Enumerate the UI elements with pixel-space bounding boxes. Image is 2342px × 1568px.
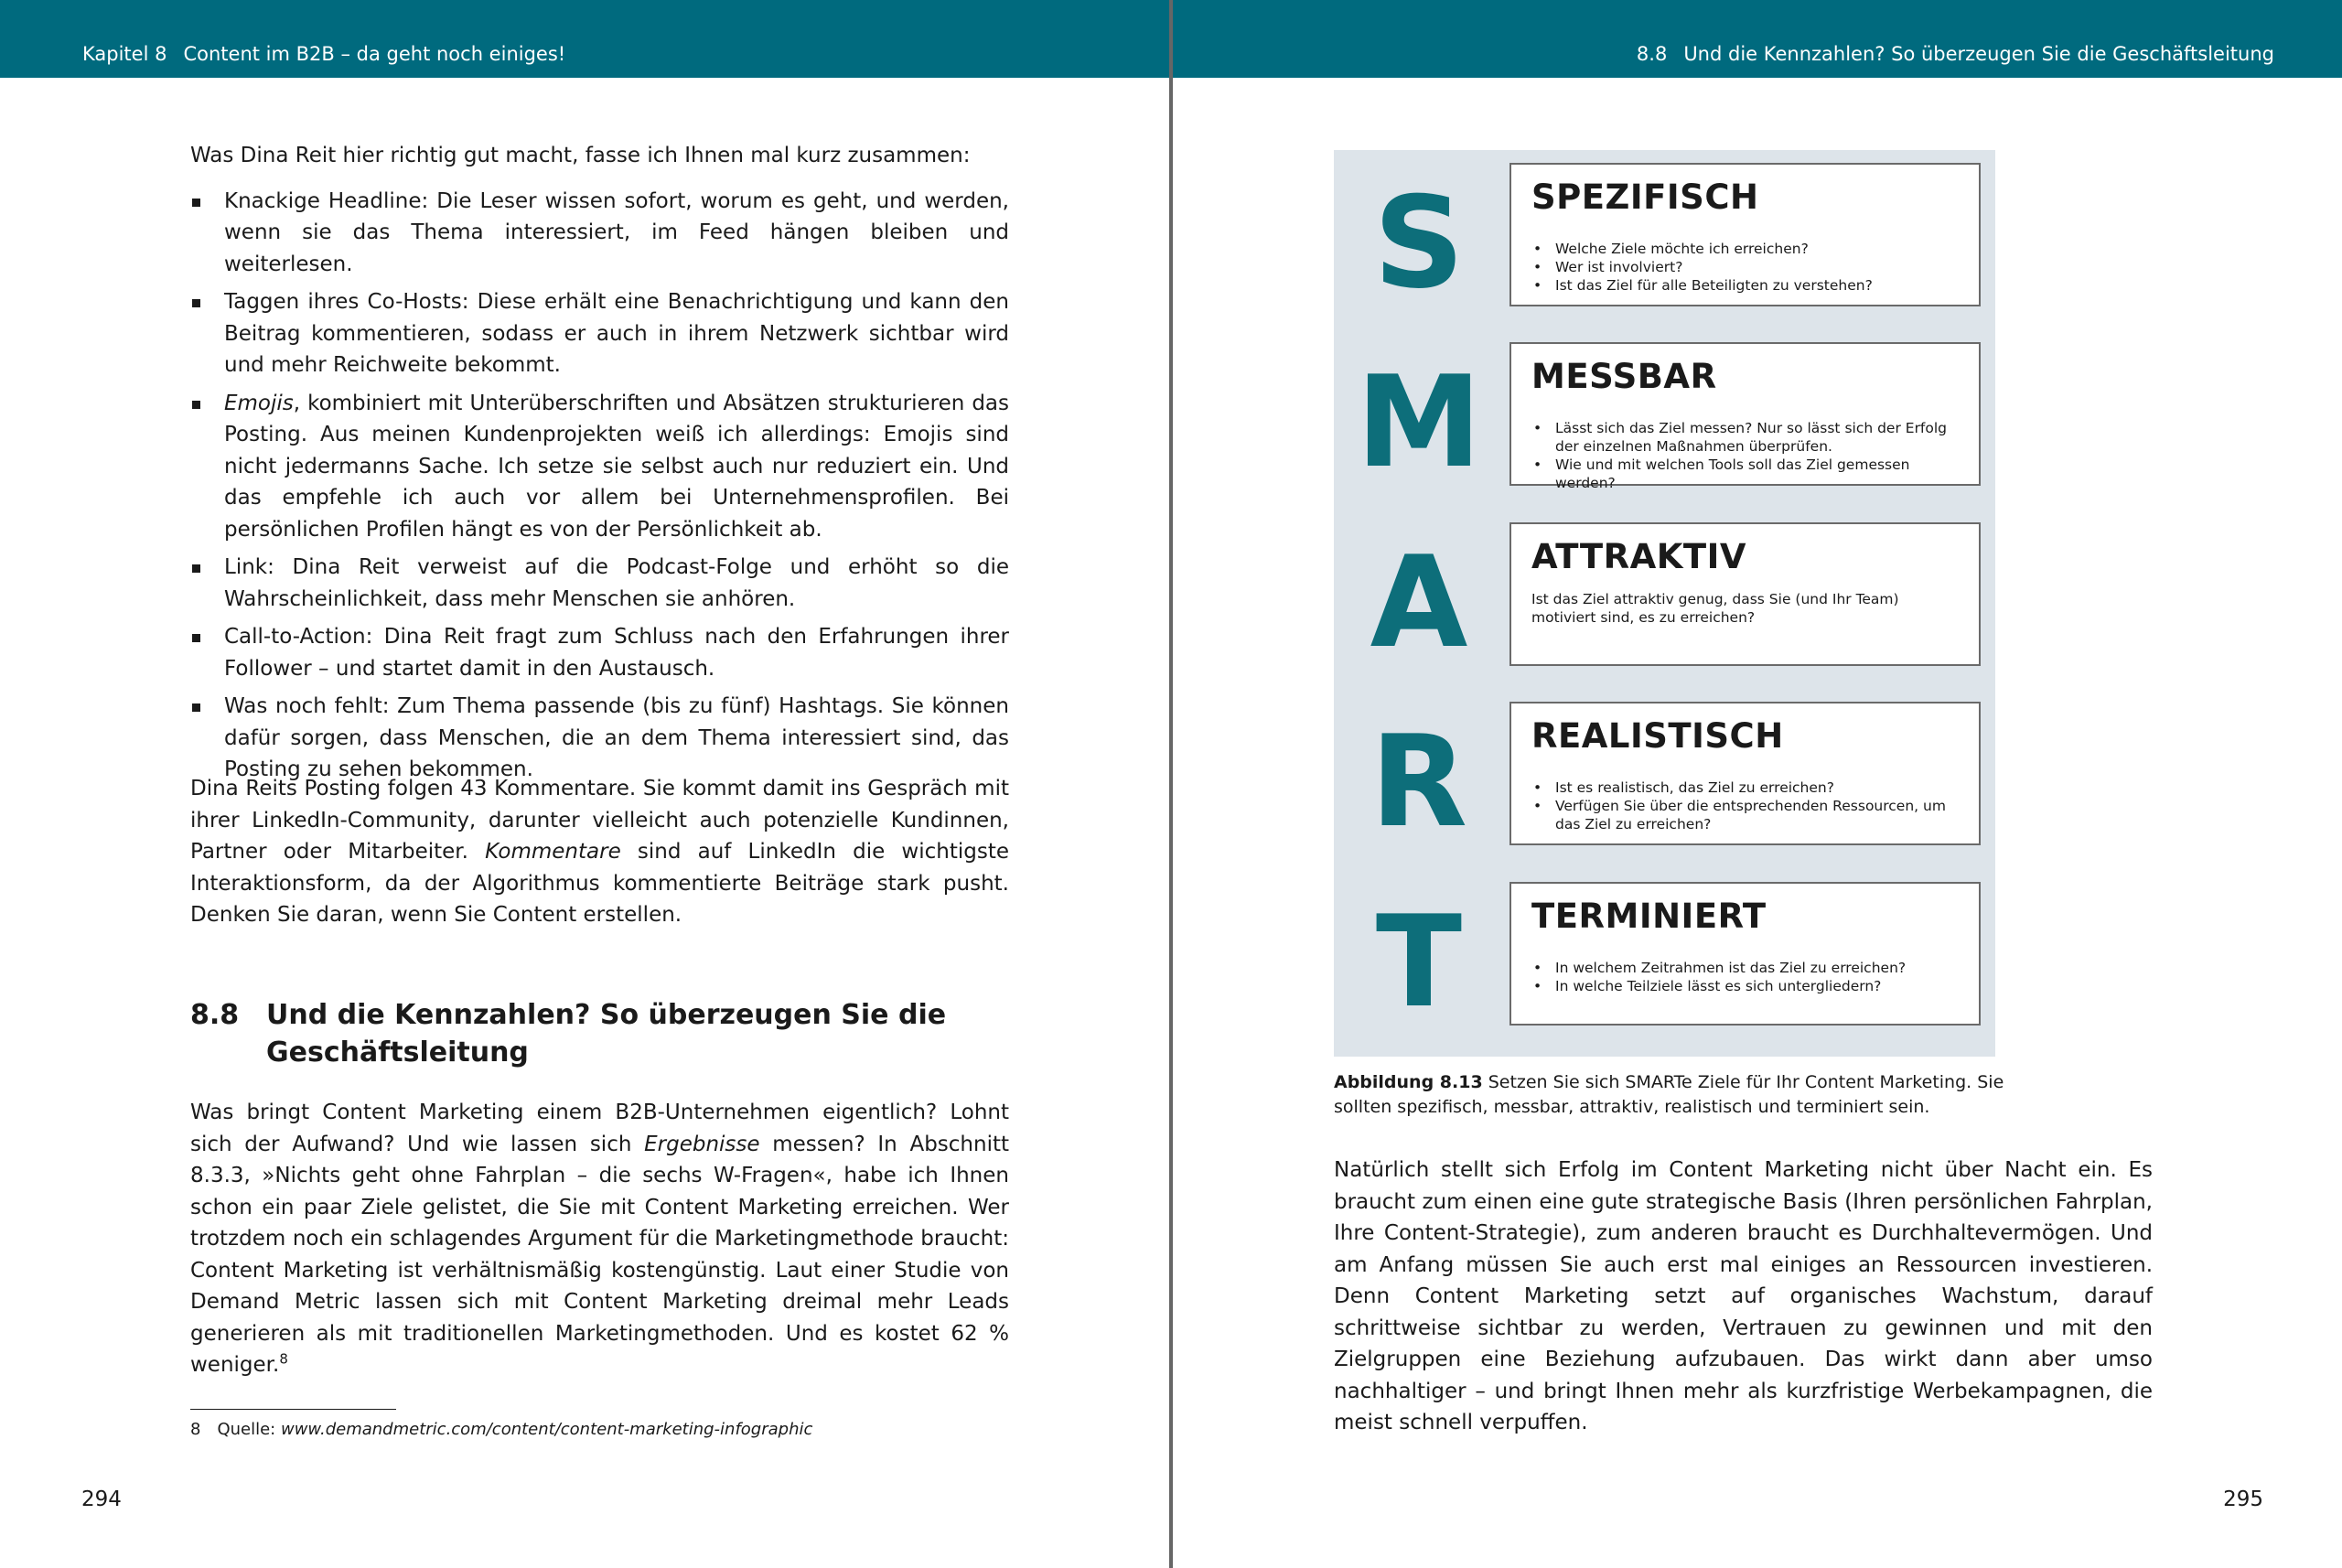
list-item xyxy=(190,388,1009,546)
smart-letter-a: A xyxy=(1370,529,1468,676)
bullet-list xyxy=(190,186,1009,786)
chapter-title: Content im B2B – da geht noch einiges! xyxy=(183,43,566,65)
footnote xyxy=(190,1418,812,1442)
smart-box-messbar xyxy=(1509,342,1981,491)
box-title: ATTRAKTIV xyxy=(1531,537,1747,576)
box-title: TERMINIERT xyxy=(1531,897,1767,936)
smart-letter-r: R xyxy=(1370,708,1468,855)
page-number: 294 xyxy=(81,1487,122,1511)
bullet-square-icon xyxy=(192,299,200,307)
emphasis-run: Ergebnisse xyxy=(644,1132,760,1156)
list-item: • In welche Teilziele lässt es sich untergliedern? xyxy=(1533,977,1968,995)
text-run: Was bringt Content Marketing einem B2B-Unternehmen eigentlich? Lohnt sich der Aufwand? Und wie lassen sich xyxy=(190,1101,1009,1156)
comments-paragraph xyxy=(190,773,1009,931)
bullet-square-icon xyxy=(192,401,200,409)
list-item xyxy=(190,286,1009,381)
bullet-text: , kombiniert mit Unterüberschriften und Absätzen strukturieren das Posting. Aus meinen Kundenprojekten weiß ich allerdings: Emojis sind nicht jedermanns Sache. Ich setze sie selbst auch nur reduziert ein. Und das empfehle ich auch vor allem bei Unternehmensprofilen. Bei persönlichen Profilen hängt es von der Persönlichkeit ab. xyxy=(224,391,1009,542)
right-page xyxy=(1173,0,2342,1568)
left-page xyxy=(0,0,1169,1568)
list-item xyxy=(190,186,1009,281)
footnote-marker[interactable]: 8 xyxy=(279,1350,288,1368)
body-block-right xyxy=(1334,1155,2153,1439)
bullet-text: Was noch fehlt: Zum Thema passende (bis zu fünf) Hashtags. Sie können dafür sorgen, dass Menschen, die an dem Thema interessiert sind, das Posting zu sehen bekommen. xyxy=(224,694,1009,781)
smart-letter-t: T xyxy=(1375,888,1463,1036)
list-item: • Ist es realistisch, das Ziel zu erreichen? xyxy=(1533,779,1968,797)
section-heading xyxy=(190,996,986,1071)
list-item: • Wer ist involviert? xyxy=(1533,258,1968,276)
smart-figure xyxy=(1334,150,1995,1057)
section-title: Und die Kennzahlen? So überzeugen Sie die Geschäftsleitung xyxy=(1683,43,2274,65)
box-title: SPEZIFISCH xyxy=(1531,177,1759,217)
smart-box-attraktiv xyxy=(1509,522,1981,666)
footnote-link[interactable]: www.demandmetric.com/content/content-marketing-infographic xyxy=(280,1420,813,1439)
body-block-1 xyxy=(190,140,1009,792)
bullet-square-icon xyxy=(192,199,200,207)
caption-text: Setzen Sie sich SMARTe Ziele für Ihr Content Marketing. Sie sollten spezifisch, messbar, attraktiv, realistisch und terminiert sein. xyxy=(1334,1072,2004,1117)
section-number: 8.8 xyxy=(1636,43,1668,65)
list-item xyxy=(190,552,1009,615)
list-item xyxy=(190,621,1009,684)
chapter-number: Kapitel 8 xyxy=(82,43,167,65)
list-item: • Welche Ziele möchte ich erreichen? xyxy=(1533,240,1968,258)
bullet-text: Link: Dina Reit verweist auf die Podcast-Folge und erhöht so die Wahrscheinlichkeit, dass mehr Menschen sie anhören. xyxy=(224,555,1009,611)
bullet-square-icon xyxy=(192,564,200,573)
success-paragraph: Natürlich stellt sich Erfolg im Content Marketing nicht über Nacht ein. Es braucht zum einen eine gute strategische Basis (Ihren persönlichen Fahrplan, Ihre Content-Strategie), zum anderen braucht es Durchhaltevermögen. Und am Anfang müssen Sie auch erst mal einiges an Ressourcen investieren. Denn Content Marketing setzt auf organisches Wachstum, darauf schrittweise sichtbar zu werden, Vertrauen zu gewinnen und mit den Zielgruppen eine Beziehung aufzubauen. Das wirkt dann aber umso nachhaltiger – und bringt Ihnen mehr als kurzfristige Werbekampagnen, die meist schnell verpuffen. xyxy=(1334,1158,2153,1434)
list-item: • Verfügen Sie über die entsprechenden Ressourcen, um das Ziel zu erreichen? xyxy=(1533,797,1968,833)
text-run: messen? In Abschnitt 8.3.3, »Nichts geht ohne Fahrplan – die sechs W-Fragen«, habe ich Ihnen schon ein paar Ziele gelistet, die Sie mit Content Marketing erreichen. Wer trotzdem noch ein schlagendes Argument für die Marketingmethode braucht: Content Marketing ist verhältnismäßig kostengünstig. Laut einer Studie von Demand Metric lassen sich mit Content Marketing dreimal mehr Leads generieren als mit traditionellen Marketingmethoden. Und es kostet 62 % weniger. xyxy=(190,1132,1009,1377)
page-number: 295 xyxy=(2223,1487,2263,1511)
smart-box-spezifisch xyxy=(1509,163,1981,306)
caption-label: Abbildung 8.13 xyxy=(1334,1072,1483,1092)
intro-paragraph: Was Dina Reit hier richtig gut macht, fasse ich Ihnen mal kurz zusammen: xyxy=(190,144,971,167)
box-list xyxy=(1533,240,1968,295)
running-header-text xyxy=(1637,43,2274,65)
footnote-label: Quelle: xyxy=(217,1420,281,1439)
body-block-2 xyxy=(190,773,1009,931)
kpi-paragraph xyxy=(190,1097,1009,1381)
bullet-text: Knackige Headline: Die Leser wissen sofort, worum es geht, und werden, wenn sie das Thema interessiert, im Feed hängen bleiben und weiterlesen. xyxy=(224,188,1009,276)
running-header xyxy=(0,0,1169,78)
smart-box-terminiert xyxy=(1509,882,1981,1026)
bullet-text: Call-to-Action: Dina Reit fragt zum Schluss nach den Erfahrungen ihrer Follower – und startet damit in den Austausch. xyxy=(224,625,1009,681)
list-item xyxy=(190,691,1009,786)
box-text: Ist das Ziel attraktiv genug, dass Sie (und Ihr Team) motiviert sind, es zu erreichen? xyxy=(1531,591,1899,626)
list-item: • In welchem Zeitrahmen ist das Ziel zu erreichen? xyxy=(1533,959,1968,977)
emphasis-run: Kommentare xyxy=(485,840,621,864)
section-title: Und die Kennzahlen? So überzeugen Sie die Geschäftsleitung xyxy=(266,999,947,1069)
running-header xyxy=(1173,0,2342,78)
footnote-number: 8 xyxy=(190,1420,201,1439)
section-number: 8.8 xyxy=(190,999,240,1031)
list-item: • Lässt sich das Ziel messen? Nur so lässt sich der Erfolg der einzelnen Maßnahmen überprüfen. xyxy=(1533,419,1968,456)
smart-box-realistisch xyxy=(1509,702,1981,845)
bullet-text: Taggen ihres Co-Hosts: Diese erhält eine Benachrichtigung und kann den Beitrag kommentieren, sodass er auch in ihrem Netzwerk sichtbar wird und mehr Reichweite bekommt. xyxy=(224,290,1009,377)
footnote-divider xyxy=(190,1409,396,1410)
box-title: REALISTISCH xyxy=(1531,716,1784,756)
box-title: MESSBAR xyxy=(1531,357,1717,396)
list-item: • Wie und mit welchen Tools soll das Ziel gemessen werden? xyxy=(1533,456,1968,492)
body-block-3 xyxy=(190,1097,1009,1381)
box-list xyxy=(1533,959,1968,995)
box-list xyxy=(1533,779,1968,833)
text-run: sind auf LinkedIn die wichtigste Interaktionsform, da der Algorithmus kommentierte Beiträge stark pusht. Denken Sie daran, wenn Sie Content erstellen. xyxy=(190,840,1009,927)
list-item: • Ist das Ziel für alle Beteiligten zu verstehen? xyxy=(1533,276,1968,295)
box-list xyxy=(1533,419,1968,492)
smart-letter-s: S xyxy=(1373,169,1465,317)
text-run: Dina Reits Posting folgen 43 Kommentare. Sie kommt damit ins Gespräch mit ihrer LinkedIn-Community, darunter vielleicht auch potenzielle Kundinnen, Partner oder Mitarbeiter. xyxy=(190,777,1009,864)
figure-caption xyxy=(1334,1070,2066,1120)
bullet-square-icon xyxy=(192,703,200,712)
smart-letter-m: M xyxy=(1356,349,1482,496)
bullet-square-icon xyxy=(192,634,200,642)
running-header-text xyxy=(82,43,565,65)
bullet-emphasis: Emojis xyxy=(224,391,294,415)
